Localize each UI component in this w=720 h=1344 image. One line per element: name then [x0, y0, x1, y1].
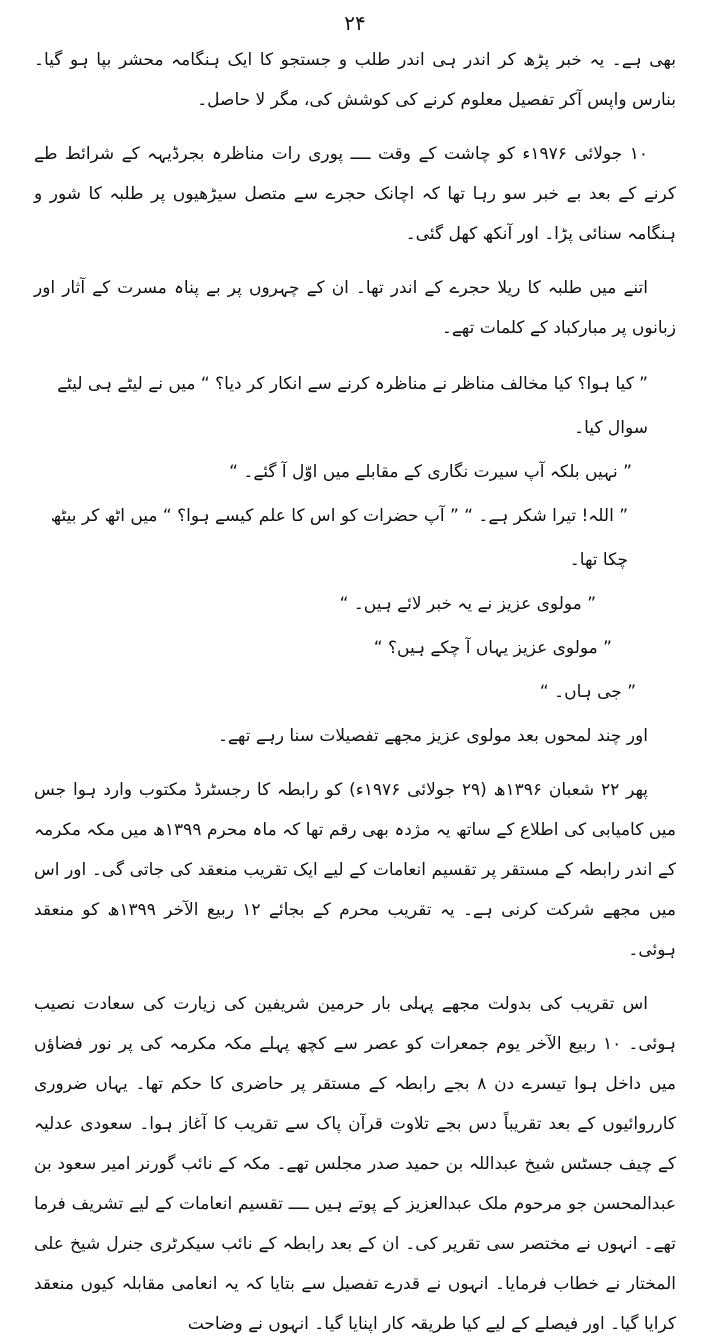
paragraph-3: اتنے میں طلبہ کا ریلا حجرے کے اندر تھا۔ ان کے چہروں پر بے پناہ مسرت کے آثار اور زبانوں پر مبارکباد کے کلمات تھے۔	[34, 278, 676, 338]
dialogue-line-4: ” مولوی عزیز نے یہ خبر لائے ہیں۔ “	[339, 594, 596, 614]
paragraph-4: اور چند لمحوں بعد مولوی عزیز مجھے تفصیلات سنا رہے تھے۔	[217, 726, 648, 746]
document-body	[34, 40, 676, 1344]
dialogue-line-5: ” مولوی عزیز یہاں آ چکے ہیں؟ “	[373, 638, 612, 658]
paragraph-1: بھی ہے۔ یہ خبر پڑھ کر اندر ہی اندر طلب و جستجو کا ایک ہنگامہ محشر بپا ہو گیا۔ بنارس واپس آکر تفصیل معلوم کرنے کی کوشش کی، مگر لا حاصل۔	[34, 50, 676, 110]
dialogue-line-3: ” اللہ! تیرا شکر ہے۔ “ ” آپ حضرات کو اس کا علم کیسے ہوا؟ “ میں اٹھ کر بیٹھ چکا تھا۔	[50, 506, 628, 570]
dialogue-line-1: ” کیا ہوا؟ کیا مخالف مناظر نے مناظرہ کرنے سے انکار کر دیا؟ “ میں نے لیٹے ہی لیٹے سوال کیا۔	[57, 374, 648, 438]
paragraph-6: اس تقریب کی بدولت مجھے پہلی بار حرمین شریفین کی زیارت کی سعادت نصیب ہوئی۔ ۱۰ ربیع الآخر یوم جمعرات کو عصر سے کچھ پہلے مکہ مکرمہ کی پر نور فضاؤں میں داخل ہوا تیسرے دن ۸ بجے رابطہ کے مستقر پر حاضری کا حکم تھا۔ یہاں ضروری کارروائیوں کے بعد تقریباً دس بجے تلاوت قرآن پاک سے تقریب کا آغاز ہوا۔ سعودی عدلیہ کے چیف جسٹس شیخ عبداللہ بن حمید صدر مجلس تھے۔ مکہ کے نائب گورنر امیر سعود بن عبدالمحسن جو مرحوم ملک عبدالعزیز کے پوتے ہیں ــــ تقسیم انعامات کے لیے تشریف فرما تھے۔ انہوں نے مختصر سی تقریر کی۔ ان کے بعد رابطہ کے نائب سیکرٹری جنرل شیخ علی المختار نے خطاب فرمایا۔ انہوں نے قدرے تفصیل سے بتایا کہ یہ انعامی مقابلہ کیوں منعقد کرایا گیا۔ اور فیصلے کے لیے کیا طریقہ کار اپنایا گیا۔ انہوں نے وضاحت	[34, 994, 677, 1334]
paragraph-2: ۱۰ جولائی ۱۹۷۶ء کو چاشت کے وقت ــــ پوری رات مناظرہ بجرڈیہہ کے شرائط طے کرنے کے بعد بے خبر سو رہا تھا کہ اچانک حجرے سے متصل سیڑھیوں پر طلبہ کا شور و ہنگامہ سنائی پڑا۔ اور آنکھ کھل گئی۔	[34, 144, 676, 244]
page-number: ۲۴	[344, 11, 366, 35]
paragraph-5: پھر ۲۲ شعبان ۱۳۹۶ھ (۲۹ جولائی ۱۹۷۶ء) کو رابطہ کا رجسٹرڈ مکتوب وارد ہوا جس میں کامیابی کی اطلاع کے ساتھ یہ مژدہ بھی رقم تھا کہ ماہ محرم ۱۳۹۹ھ میں مکہ مکرمہ کے اندر رابطہ کے مستقر پر تقسیم انعامات کے لیے ایک تقریب منعقد کی جاتی گی۔ اور اس میں مجھے شرکت کرنی ہے۔ یہ تقریب محرم کے بجائے ۱۲ ربیع الآخر ۱۳۹۹ھ کو منعقد ہوئی۔	[34, 780, 676, 960]
dialogue-line-2: ” نہیں بلکہ آپ سیرت نگاری کے مقابلے میں اوّل آ گئے۔ “	[229, 462, 632, 482]
dialogue-line-6: ” جی ہاں۔ “	[539, 682, 636, 702]
